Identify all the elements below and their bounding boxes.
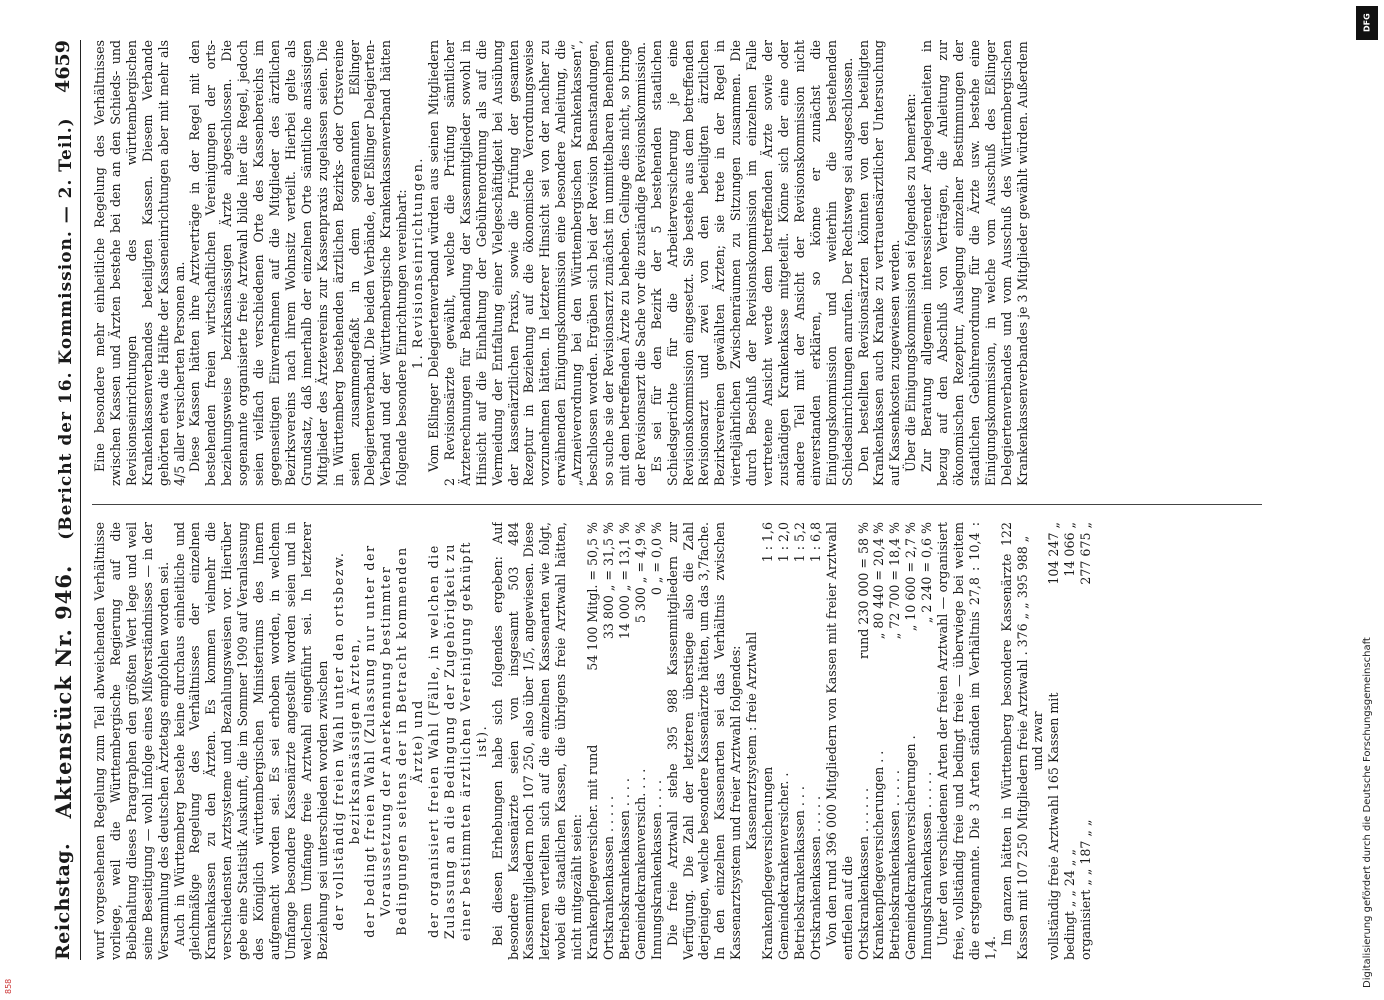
- paragraph: Die freie Arztwahl stehe 395 988 Kassenmitgliedern zur Verfügung. Die Zahl der letzteren überstiege also die Zahl derjenigen, welche besondere Kassenärzte hätten, um das 3,7fache. In den einzelnen Kassenarten sei das Verhältnis zwischen Kassenarztsystem und freier Arztwahl folgendes:: [664, 522, 744, 960]
- table-row: [585, 522, 601, 960]
- paragraph: Es sei für den Bezirk der 5 bestehenden staatlichen Schiedsgerichte für die Arbeiterversicherung je eine Revisionskommission eingesetzt. Sie bestehe aus dem betreffenden Revisionsarzt und zwei von den beteiligten ärztlichen Bezirksvereinen gewählten Ärzten; sie trete in der Regel in vierteljährlichen Zwischenräumen zu Sitzungen zusammen. Die durch Beschluß der Revisionskommission im einzelnen Falle vertretene Ansicht werde dem betreffenden Ärzte sowie der zuständigen Krankenkasse mitgeteilt. Könne sich der eine oder andere Teil mit der Ansicht der Revisionskommission nicht einverstanden erklären, so könne er zunächst die Einigungskommission und weiterhin die bestehenden Schiedseinrichtungen anrufen. Der Rechtsweg sei ausgeschlossen.: [648, 40, 855, 486]
- row-label: organisiert „ „ 187 „ „: [1078, 819, 1094, 960]
- paragraph: Auch in Württemberg bestehe keine durchaus einheitliche und gleichmäßige Regelung des Verhältnisses der einzelnen Krankenkassen zu den Ärzten. Es kommen vielmehr die verschiedensten Arztsysteme und Bezahlungsweisen vor. Hierüber gebe eine Statistik Auskunft, die im Sommer 1909 auf Veranlassung des Königlich württembergischen Ministeriums des Innern aufgemacht worden sei. Es sei erhoben worden, in welchem Umfange besondere Kassenärzte angestellt worden seien und in welchem Umfange freie Arztwahl eingeführt sei. In letzterer Beziehung sei unterschieden worden zwischen: [171, 522, 330, 960]
- row-label: vollständig freie Arztwahl 165 Kassen mit: [1046, 692, 1062, 960]
- page-header: [46, 40, 81, 960]
- paragraph: Über die Einigungskommission sei folgendes zu bemerken:: [903, 93, 919, 472]
- row-value: 1 : 6,8: [807, 522, 823, 563]
- table-row: [633, 522, 649, 960]
- paragraph: Bei diesen Erhebungen habe sich folgendes ergeben: Auf besondere Kassenärzte seien von insgesamt 503 484 Kassenmitgliedern noch 107 250, also über 1/5, angewiesen. Diese letzteren verteilten sich auf die einzelnen Kassenarten wie folgt, wobei die staatlichen Kassen, die übrigens freie Arztwahl hätten, nicht mitgezählt seien:: [489, 522, 585, 960]
- row-value: 1 : 1,6: [760, 522, 776, 563]
- row-value: 14 000 „ = 13,1 %: [616, 522, 632, 640]
- table-row: [808, 522, 824, 960]
- statistics-table: [1046, 522, 1094, 960]
- header-title: [51, 117, 76, 818]
- paragraph: Unter den verschiedenen Arten der freien Arztwahl — organisiert freie, vollständig freie und bedingt freie — überwiege bei weitem die erstgenannte. Die 3 Arten ständen im Verhältnis 27,8 : 10,4 : 1,4.: [935, 522, 998, 960]
- row-value: 1 : 2,0: [775, 522, 791, 563]
- paragraph: Im ganzen hätten in Württemberg besondere Kassenärzte 122 Kassen mit 107 250 Mitgliedern freie Arztwahl . 376 „ „ 395 988 „: [998, 522, 1030, 960]
- paragraph: Diese Kassen hätten ihre Arztverträge in der Regel mit den bestehenden freien wirtschaftlichen Vereinigungen der orts- beziehungsweise bezirksansässigen Ärzte abgeschlossen. Die sogenannte organisierte freie Arztwahl bilde hier die Regel, jedoch seien vielfach die verschiedenen Orte des Kassenbereichs im gegenseitigen Einvernehmen auf die Mitglieder des ärztlichen Bezirksvereins nach ihrem Wohnsitz verteilt. Hierbei gelte als Grundsatz, daß innerhalb der einzelnen Orte sämtliche ansässigen Mitglieder des Ärztevereins zur Kassenpraxis zugelassen seien. Die in Württemberg bestehenden ärztlichen Bezirks- oder Ortsvereine seien zusammengefaßt in dem sogenannten Eßlinger Delegiertenverband. Die beiden Verbände, der Eßlinger Delegierten-Verband und der Württembergische Krankenkassenverband hätten folgende besondere Einrichtungen vereinbart:: [187, 40, 410, 486]
- row-value: 0 „ = 0,0 %: [648, 522, 664, 596]
- digitization-note: Digitalisierung gefördert durch die Deutsche Forschungsgemeinschaft: [1362, 637, 1373, 988]
- row-value: 54 100 Mitgl. = 50,5 %: [585, 522, 601, 671]
- row-label: Krankenpflegeversicher. mit rund: [585, 744, 601, 960]
- paragraph: der organisiert freien Wahl (Fälle, in welchen die Zulassung an die Bedingung der Zugehörigkeit zu einer bestimmten ärztlichen Vereinigung geknüpft ist).: [426, 541, 489, 941]
- row-label: Krankenpflegeversicherungen . .: [871, 750, 887, 960]
- paragraph: Vom Eßlinger Delegiertenverband würden aus seinen Mitgliedern 2 Revisionsärzte gewählt, welche die Prüfung sämtlicher Ärzterechnungen für Behandlung der Kassenmitglieder sowohl in Hinsicht auf die Einhaltung der Gebührenordnung als auf die Vermeidung der Entfaltung einer Vielgeschäftigkeit bei Ausübung der kassenärztlichen Praxis, sowie die Prüfung der gesamten Rezeptur in Beziehung auf die ökonomische Verordnungsweise vorzunehmen hätten. In letzterer Hinsicht sei von der nachher zu erwähnenden Einigungskommission eine besondere Anleitung, die „Arzneiverordnung bei den Württembergischen Krankenkassen“, beschlossen worden. Ergäben sich bei der Revision Beanstandungen, so suche sie der Revisionsarzt zunächst im unmittelbaren Benehmen mit dem betreffenden Ärzte zu beheben. Gelinge dies nicht, so bringe der Revisionsarzt die Sache vor die zuständige Revisionskommission.: [426, 40, 648, 486]
- row-label: Ortskrankenkassen . . . . .: [807, 796, 823, 960]
- paragraph: Zur Beratung allgemein interessierender Angelegenheiten in bezug auf den Abschluß von Verträgen, die Anleitung zur ökonomischen Rezeptur, Auslegung einzelner Bestimmungen der staatlichen Gebührenordnung für die Ärzte usw. bestehe eine Einigungskommission, in welche vom Ausschuß des Eßlinger Delegiertenverbandes und vom Ausschuß des Württembergischen Krankenkassenverbandes je 3 Mitglieder gewählt würden. Außerdem: [919, 40, 1030, 486]
- page-number: 4659: [52, 40, 74, 93]
- dfg-logo: DFG: [1356, 6, 1378, 40]
- table-row: [856, 522, 872, 960]
- row-label: bedingt „ „ 24 „ „: [1062, 849, 1078, 960]
- row-label: Gemeindekrankenversicher. .: [775, 772, 791, 960]
- header-reichstag: Reichstag.: [52, 842, 74, 960]
- table-row: [871, 522, 887, 960]
- paragraph: Eine besondere mehr einheitliche Regelung des Verhältnisses zwischen Kassen und Ärzten bestehe bei den an den Schieds- und Revisionseinrichtungen des württembergischen Krankenkassenverbandes beteiligten Kassen. Diesem Verbande gehörten etwa die Hälfte der Kasseneinrichtungen aber mit mehr als 4/5 aller versicherten Personen an.: [92, 40, 187, 486]
- paragraph: wurf vorgesehenen Regelung zum Teil abweichenden Verhältnisse vorliege, weil die Württembergische Regierung auf die Beibehaltung dieses Paragraphen den größten Wert lege und weil seine Beseitigung — wohl infolge eines Mißverständnisses — in der Versammlung des deutschen Ärztetags empfohlen worden sei.: [92, 522, 171, 960]
- row-value: 104 247 „: [1046, 522, 1062, 585]
- paragraph: 1. Revisionseinrichtungen.: [410, 156, 426, 370]
- row-value: „ 2 240 = 0,6 %: [919, 522, 935, 624]
- row-value: 14 066 „: [1062, 522, 1078, 577]
- row-value: 277 675 „: [1078, 522, 1094, 585]
- table-row: [617, 522, 633, 960]
- paragraph: der bedingt freien Wahl (Zulassung nur unter der Voraussetzung der Anerkennung bestimmter Bedingungen seitens der in Betracht kommenden Ärzte) und: [362, 544, 426, 938]
- left-column: [92, 522, 1282, 960]
- row-label: Gemeindekrankenversich. . . .: [632, 768, 648, 960]
- row-label: Betriebskrankenkassen . . . . .: [887, 770, 903, 960]
- statistics-table: [585, 522, 665, 960]
- paragraph: Den bestellten Revisionsärzten könnten von den beteiligten Krankenkassen auch Kranke zu vertrauensärztlicher Untersuchung auf Kassenkosten zugewiesen werden.: [855, 40, 903, 486]
- table-row: [1062, 522, 1078, 960]
- row-value: rund 230 000 = 58 %: [855, 522, 871, 659]
- row-label: Betriebskrankenkassen . . .: [791, 786, 807, 960]
- paragraph: Kassenarztsystem : freie Arztwahl: [744, 631, 760, 851]
- column-divider: [92, 504, 1262, 505]
- paragraph: und zwar: [1030, 711, 1046, 771]
- row-label: Innungskrankenkassen . . . .: [648, 779, 664, 960]
- header-aktenstueck: Aktenstück Nr. 946.: [50, 564, 76, 819]
- row-value: 33 800 „ = 31,5 %: [601, 522, 616, 640]
- table-row: [919, 522, 935, 960]
- row-label: Innungskrankenkassen . . . . .: [919, 771, 935, 960]
- row-value: „ 72 700 = 18,4 %: [887, 522, 903, 640]
- paragraph: Von den rund 396 000 Mitgliedern von Kassen mit freier Arztwahl entfielen auf die: [823, 522, 855, 960]
- table-row: [776, 522, 792, 960]
- table-row: [903, 522, 919, 960]
- table-row: [760, 522, 776, 960]
- row-label: Gemeindekrankenversicherungen .: [903, 735, 919, 960]
- statistics-table: [856, 522, 936, 960]
- table-row: [792, 522, 808, 960]
- row-value: „ 80 440 = 20,4 %: [871, 522, 887, 640]
- table-row: [1046, 522, 1062, 960]
- table-row: [649, 522, 665, 960]
- header-subtitle: (Bericht der 16. Kommission. — 2. Teil.): [55, 117, 76, 540]
- row-value: 1 : 5,2: [791, 522, 807, 563]
- row-label: Ortskrankenkassen . . . . .: [601, 796, 616, 960]
- paragraph: der vollständig freien Wahl unter den ortsbezw. bezirksansässigen Ärzten,: [330, 551, 362, 931]
- table-row: [1078, 522, 1094, 960]
- row-label: Ortskrankenkassen . . . . . .: [855, 787, 871, 960]
- statistics-table: [760, 522, 824, 960]
- table-row: [887, 522, 903, 960]
- row-value: 5 300 „ = 4,9 %: [632, 522, 648, 624]
- row-label: Betriebskrankenkassen . . . .: [616, 778, 632, 960]
- row-value: „ 10 600 = 2,7 %: [903, 522, 919, 632]
- right-column: [92, 40, 1282, 486]
- archive-stamp: 858: [4, 978, 13, 994]
- row-label: Krankenpflegeversicherungen: [760, 766, 776, 960]
- table-row: [601, 522, 617, 960]
